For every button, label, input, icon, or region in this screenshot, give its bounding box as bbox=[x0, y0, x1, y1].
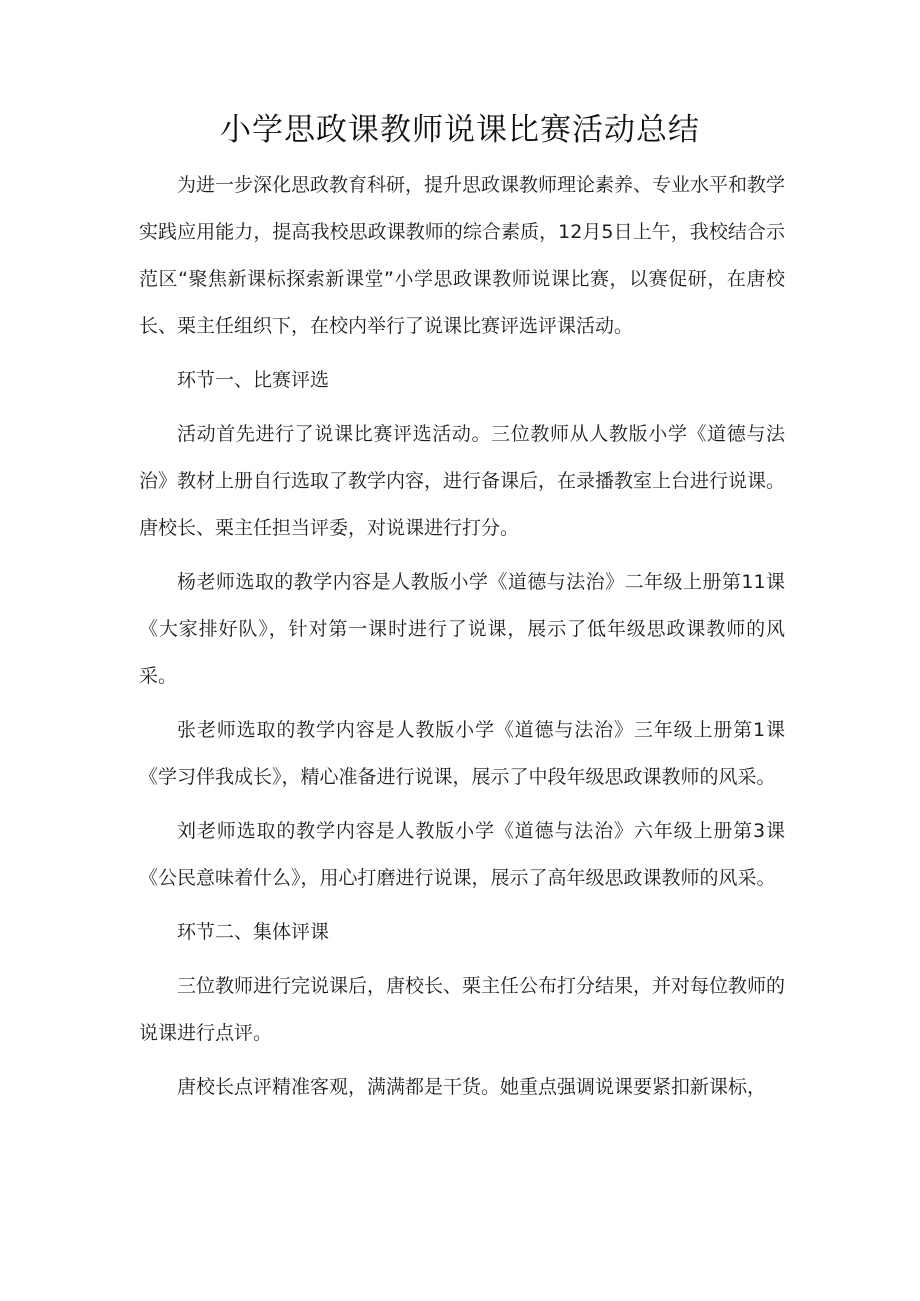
section-heading-2: 环节二、集体评课 bbox=[177, 921, 330, 943]
document-title: 小学思政课教师说课比赛活动总结 bbox=[220, 112, 700, 148]
body-paragraph: 杨老师选取的教学内容是人教版小学《道德与法治》二年级上册第11课《大家排好队》，针对第一课时进行了说课，展示了低年级思政课教师的风采。 bbox=[139, 571, 785, 687]
body-paragraph: 活动首先进行了说课比赛评选活动。三位教师从人教版小学《道德与法治》教材上册自行选取了教学内容，进行备课后，在录播教室上台进行说课。唐校长、栗主任担当评委，对说课进行打分。 bbox=[139, 423, 786, 539]
body-paragraph: 唐校长点评精准客观，满满都是干货。她重点强调说课要紧扣新课标， bbox=[177, 1076, 767, 1098]
body-paragraph: 刘老师选取的教学内容是人教版小学《道德与法治》六年级上册第3课《公民意味着什么》，用心打磨进行说课，展示了高年级思政课教师的风采。 bbox=[139, 820, 785, 889]
document-body bbox=[139, 162, 785, 1118]
section-heading-1: 环节一、比赛评选 bbox=[177, 369, 330, 391]
intro-paragraph: 为进一步深化思政教育科研，提升思政课教师理论素养、专业水平和教学实践应用能力，提高我校思政课教师的综合素质，12月5日上午，我校结合示范区“聚焦新课标探索新课堂”小学思政课教师说课比赛，以赛促研，在唐校长、栗主任组织下，在校内举行了说课比赛评选评课活动。 bbox=[139, 174, 786, 337]
body-paragraph: 三位教师进行完说课后，唐校长、栗主任公布打分结果，并对每位教师的说课进行点评。 bbox=[139, 975, 786, 1044]
body-paragraph: 张老师选取的教学内容是人教版小学《道德与法治》三年级上册第1课《学习伴我成长》，精心准备进行说课，展示了中段年级思政课教师的风采。 bbox=[139, 719, 785, 788]
